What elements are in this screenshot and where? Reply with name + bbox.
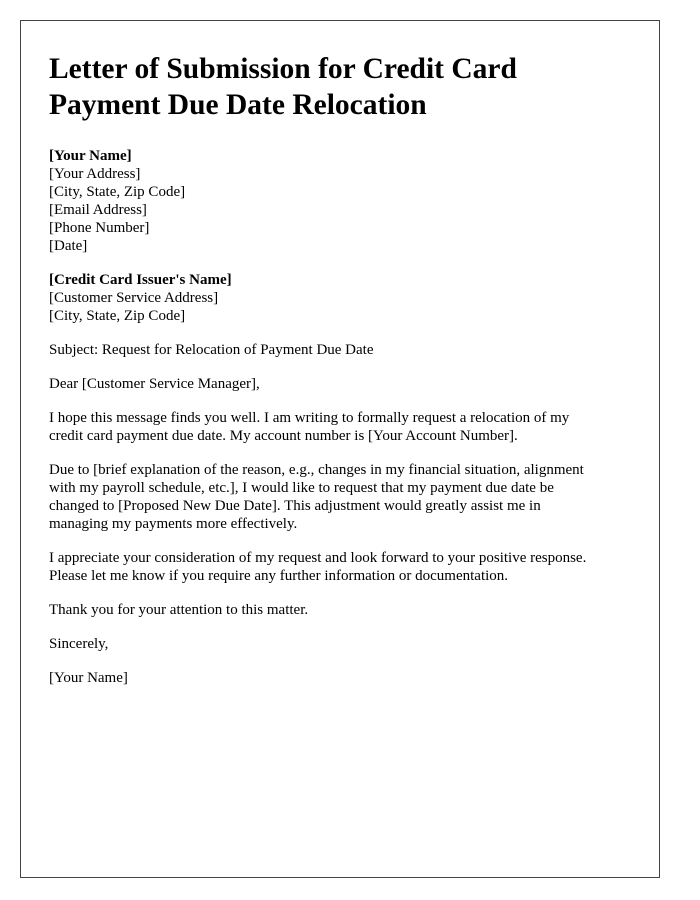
paragraph-line: I hope this message finds you well. I am writing to formally request a relocation of my	[49, 410, 570, 426]
paragraph-line: Due to [brief explanation of the reason, e.g., changes in my financial situation, alignment	[49, 462, 584, 478]
sender-address: [Your Address]	[49, 166, 141, 182]
body-paragraph-1	[49, 409, 639, 445]
sender-date: [Date]	[49, 238, 88, 254]
letter-content	[49, 51, 639, 703]
paragraph-line: managing my payments more effectively.	[49, 516, 298, 532]
paragraph-line: with my payroll schedule, etc.], I would like to request that my payment due date be	[49, 480, 554, 496]
paragraph-line: Thank you for your attention to this matter.	[49, 602, 309, 618]
paragraph-line: changed to [Proposed New Due Date]. This adjustment would greatly assist me in	[49, 498, 541, 514]
letter-page	[20, 20, 660, 878]
sender-phone: [Phone Number]	[49, 220, 150, 236]
subject-line: Subject: Request for Relocation of Payment Due Date	[49, 342, 374, 358]
body-paragraph-4	[49, 601, 639, 619]
letter-title-line-1: Letter of Submission for Credit Card	[49, 53, 517, 85]
closing: Sincerely,	[49, 636, 109, 652]
recipient-issuer-name: [Credit Card Issuer's Name]	[49, 272, 232, 288]
sender-name: [Your Name]	[49, 148, 132, 164]
body-paragraph-2	[49, 461, 639, 533]
salutation: Dear [Customer Service Manager],	[49, 376, 260, 392]
paragraph-line: I appreciate your consideration of my request and look forward to your positive response.	[49, 550, 587, 566]
recipient-block	[49, 271, 639, 325]
signature-name: [Your Name]	[49, 670, 128, 686]
sender-block	[49, 147, 639, 255]
letter-title-line-2: Payment Due Date Relocation	[49, 89, 427, 121]
paragraph-line: credit card payment due date. My account number is [Your Account Number].	[49, 428, 518, 444]
sender-email: [Email Address]	[49, 202, 147, 218]
body-paragraph-3	[49, 549, 639, 585]
letter-title	[49, 51, 639, 123]
recipient-city-state-zip: [City, State, Zip Code]	[49, 308, 186, 324]
recipient-address: [Customer Service Address]	[49, 290, 219, 306]
sender-city-state-zip: [City, State, Zip Code]	[49, 184, 186, 200]
paragraph-line: Please let me know if you require any further information or documentation.	[49, 568, 509, 584]
